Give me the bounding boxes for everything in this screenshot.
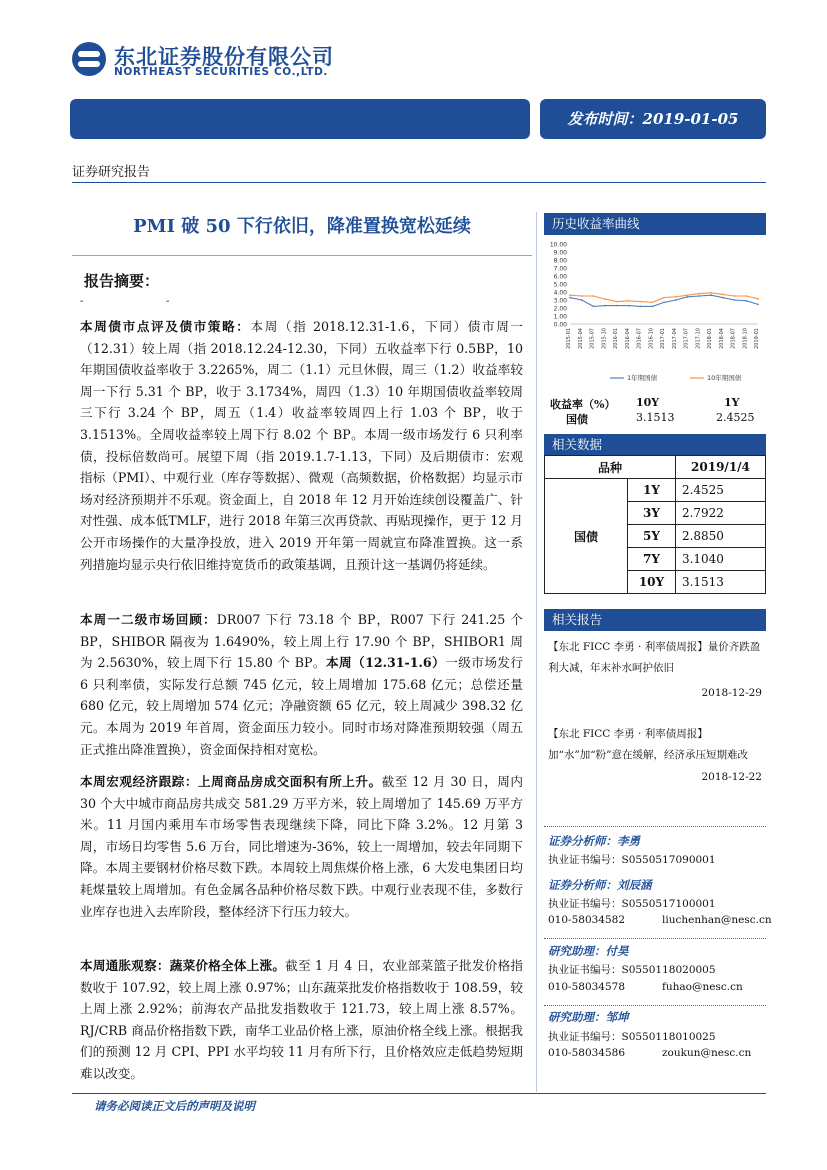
x-tick-label: 2018-04 [718,328,725,349]
analyst-name: 研究助理：邹坤 [548,1010,629,1024]
related-data-bar: 相关数据 [544,434,766,456]
paragraph-inflation [80,955,523,1085]
data-point [569,297,571,299]
related-report-date: 2018-12-22 [701,771,762,783]
report-type: 证券研究报告 [72,165,151,180]
analyst-cert: 执业证书编号：S0550517100001 [548,898,716,910]
data-point [663,297,665,299]
analyst-cert: 执业证书编号：S0550118020005 [548,964,716,976]
related-report-link[interactable]: 【东北 FICC 李勇 · 利率债周报】加“水”加“粉”意在缓解，经济承压短期难改 [548,728,748,761]
x-tick-label: 2018-01 [707,328,713,349]
header-banner [70,99,530,139]
y-tick-label: 2.00 [553,305,567,313]
legend-label: 1年期国债 [627,374,658,382]
analyst-cert: 执业证书编号：S0550517090001 [548,854,716,866]
analyst-name: 研究助理：付昊 [548,944,629,958]
yield-table-row-label: 国债 [566,413,588,426]
x-tick-label: 2016-04 [624,328,631,349]
yield-table-col-1y: 1Y [724,396,740,409]
table-row [545,479,766,502]
data-point [722,294,724,296]
analyst-name: 证券分析师：刘辰涵 [548,878,652,892]
related-reports-bar: 相关报告 [544,609,766,631]
title-divider [72,255,532,256]
data-point [710,294,712,296]
table-value: 3.1040 [675,548,765,571]
data-point [663,302,665,304]
data-point [722,297,724,299]
analyst-divider [544,826,766,827]
data-point [734,295,736,297]
x-tick-label: 2018-07 [730,328,737,349]
table-value: 2.8850 [675,525,765,548]
analyst-divider [544,1005,766,1006]
data-point [698,295,700,297]
x-tick-label: 2015-07 [589,328,596,349]
analyst-phone: 010-58034582 [548,914,626,926]
related-report-link[interactable]: 【东北 FICC 李勇 · 利率债周报】量价齐跌盈利大减，年末补水呵护依旧 [548,641,761,674]
data-point [640,306,642,308]
y-tick-label: 7.00 [553,265,567,273]
y-tick-label: 3.00 [553,297,567,305]
data-point [687,294,689,296]
abstract-dash-left: - [80,296,84,307]
y-tick-label: 1.00 [553,313,567,321]
company-name-cn: 东北证券股份有限公司 [114,45,334,69]
data-point [757,304,759,306]
analyst-phone: 010-58034578 [548,981,626,993]
x-tick-label: 2017-01 [660,328,666,349]
table-value: 3.1513 [675,571,765,594]
analyst-name: 证券分析师：李勇 [548,834,640,848]
x-tick-label: 2016-07 [636,328,643,349]
paragraph-inflation-text: 截至 1 月 4 日，农业部菜篮子批发价格指数收于 107.92，较上周上涨 0.97%；山东蔬菜批发价格指数收于 108.59，较上周上涨 2.92%；前海农产品批发指数收于 121.73，较上周上涨 8.57%。RJ/CRB 商品价格指数下跌，南华工业品价格上涨，原油价格全线上涨。根据我们的预测 12 月 CPI、PPI 水平均较 11 月有所下行，且价格效应走低趋势短期难以改变。 [80,958,523,1081]
publish-date: 发布时间：2019-01-05 [567,110,739,128]
data-point [593,306,595,308]
data-point [616,301,618,303]
paragraph-market-review-lead: 本周一二级市场回顾： [80,612,217,627]
table-tenor: 1Y [628,479,676,502]
analyst-phone: 010-58034586 [548,1047,626,1059]
chart-section-bar: 历史收益率曲线 [544,213,766,235]
y-tick-label: 8.00 [553,257,567,265]
header-divider [72,182,766,183]
report-title: PMI 破 50 下行依旧，降准置换宽松延续 [133,216,471,237]
x-tick-label: 2017-04 [671,328,678,349]
data-point [675,299,677,301]
yield-table-value-10y: 3.1513 [636,411,675,424]
data-point [628,305,630,307]
data-point [569,294,571,296]
x-tick-label: 2015-10 [601,328,608,349]
data-point [651,306,653,308]
paragraph-inflation-lead: 本周通胀观察：蔬菜价格全体上涨。 [80,958,286,973]
y-tick-label: 4.00 [553,289,567,297]
data-point [745,295,747,297]
yield-table-col-10y: 10Y [636,396,660,409]
paragraph-macro [80,771,523,922]
company-logo-icon [72,42,106,76]
yield-table-label: 收益率（%） [550,398,616,411]
data-point [593,295,595,297]
analyst-cert: 执业证书编号：S0550118010025 [548,1031,716,1043]
data-point [581,299,583,301]
paragraph-market-review [80,609,523,760]
yield-history-chart [544,238,766,390]
table-tenor: 10Y [628,571,676,594]
x-tick-label: 2015-04 [577,328,584,349]
paragraph-strategy-lead: 本周债市点评及债市策略： [80,319,251,334]
table-header-date: 2019/1/4 [675,456,765,479]
yield-table-value-1y: 2.4525 [716,411,755,424]
y-tick-label: 0.00 [553,321,567,329]
x-tick-label: 2017-10 [695,328,702,349]
data-point [581,295,583,297]
x-tick-label: 2016-01 [613,328,619,349]
x-tick-label: 2018-10 [742,328,749,349]
paragraph-macro-lead: 本周宏观经济跟踪：上周商品房成交面积有所上升。 [80,774,382,789]
data-point [734,299,736,301]
data-point [651,302,653,304]
analyst-email[interactable]: fuhao@nesc.cn [662,981,743,993]
y-tick-label: 9.00 [553,249,567,257]
table-value: 2.4525 [675,479,765,502]
data-point [640,301,642,303]
analyst-email[interactable]: zoukun@nesc.cn [662,1047,752,1059]
paragraph-market-review-lead2: 本周（12.31-1.6） [325,655,446,671]
footer-divider [72,1093,766,1094]
company-name-en: NORTHEAST SECURITIES CO.,LTD. [114,66,328,78]
x-tick-label: 2019-01 [754,328,760,349]
data-point [604,298,606,300]
paragraph-strategy-text: 本周（指 2018.12.31-1.6，下同）债市周一（12.31）较上周（指 2018.12.24-12.30，下同）五收益率下行 0.5BP，10 年期国债收益率收于 3.2265%，周二（1.1）元旦休假，周三（1.2）收益率较周一下行 5.31 个 BP，收于 3.1734%，周四（1.3）10 年期国债收益率较周三下行 3.24 个 BP，周五（1.4）收益率较周四上行 1.03 个 BP，收于 3.1513%。全周收益率较上周下行 8.02 个 BP。本周一级市场发行 6 只利率债，投标倍数尚可。展望下周（指 2019.1.7-1.13，下同）及后期债市：宏观指标（PMI）、中观行业（库存等数据）、微观（高频数据，价格数据）均显示市场对经济预期并不乐观。资金面上，自 2018 年 12 月开始连续创设覆盖广、针对性强、成本低TMLF，进行 2018 年第三次再贷款、再贴现操作，更于 12 月公开市场操作的大量净投放，进入 2019 开年第一周就宣布降准置换。这一系列措施均显示央行依旧维持宽货币的政策基调，且预计这一基调仍将延续。 [80,319,523,572]
abstract-heading: 报告摘要： [84,272,160,290]
paragraph-strategy [80,316,523,575]
related-data-table [544,455,766,594]
data-point [628,300,630,302]
paragraph-market-review-text1: DR007 下行 73.18 个 BP，R007 下行 241.25 个 BP，SHIBOR 隔夜为 1.6490%，较上周上行 17.90 个 BP，SHIBOR1 周为 2.5630%，较上周下行 15.80 个 BP。 [80,612,524,671]
data-point [710,292,712,294]
data-point [757,298,759,300]
table-value: 2.7922 [675,502,765,525]
paragraph-market-review-text2: 一级市场发行 6 只利率债，实际发行总额 745 亿元，较上周增加 175.68 亿元；总偿还量 680 亿元，较上周增加 574 亿元；净融资额 65 亿元，较上周减少 398.32 亿元。本周为 2019 年首周，资金面压力较小。同时市场对降准预期较强（周五正式推出降准置换），资金面保持相对宽松。 [80,655,524,757]
column-divider [536,212,537,1092]
data-point [675,296,677,298]
analyst-email[interactable]: liuchenhan@nesc.cn [662,914,772,926]
legend-label: 10年期国债 [707,374,742,382]
x-tick-label: 2015-01 [566,328,572,349]
abstract-dash-right: - [166,296,170,307]
data-point [698,293,700,295]
y-tick-label: 6.00 [553,273,567,281]
data-point [616,305,618,307]
table-tenor: 5Y [628,525,676,548]
analyst-divider [544,938,766,939]
data-point [745,300,747,302]
y-tick-label: 10.00 [549,241,567,249]
data-point [687,296,689,298]
footer-disclaimer[interactable]: 请务必阅读正文后的声明及说明 [94,1099,255,1113]
data-point [604,305,606,307]
table-tenor: 3Y [628,502,676,525]
x-tick-label: 2016-10 [648,328,655,349]
table-group-label: 国债 [545,479,628,594]
x-tick-label: 2017-07 [683,328,690,349]
table-header-variety: 品种 [545,456,676,479]
table-tenor: 7Y [628,548,676,571]
table-header-row [545,456,766,479]
y-tick-label: 5.00 [553,281,567,289]
paragraph-macro-text: 截至 12 月 30 日，周内 30 个大中城市商品房共成交 581.29 万平方米，较上周增加了 145.69 万平方米。11 月国内乘用车市场零售表现继续下降，同比下降 3.2%。12 月第 3 周，市场日均零售 5.6 万台，同比增速为-36%，较上一周增加，较去年同期下降。本周主要钢材价格尽数下跌。本周较上周焦煤价格上涨，6 大发电集团日均耗煤量较上周增加。有色金属各品种价格尽数下跌。中观行业表现不佳，多数行业库存也进入去库阶段，整体经济下行压力较大。 [80,774,523,919]
related-report-date: 2018-12-29 [701,687,762,699]
